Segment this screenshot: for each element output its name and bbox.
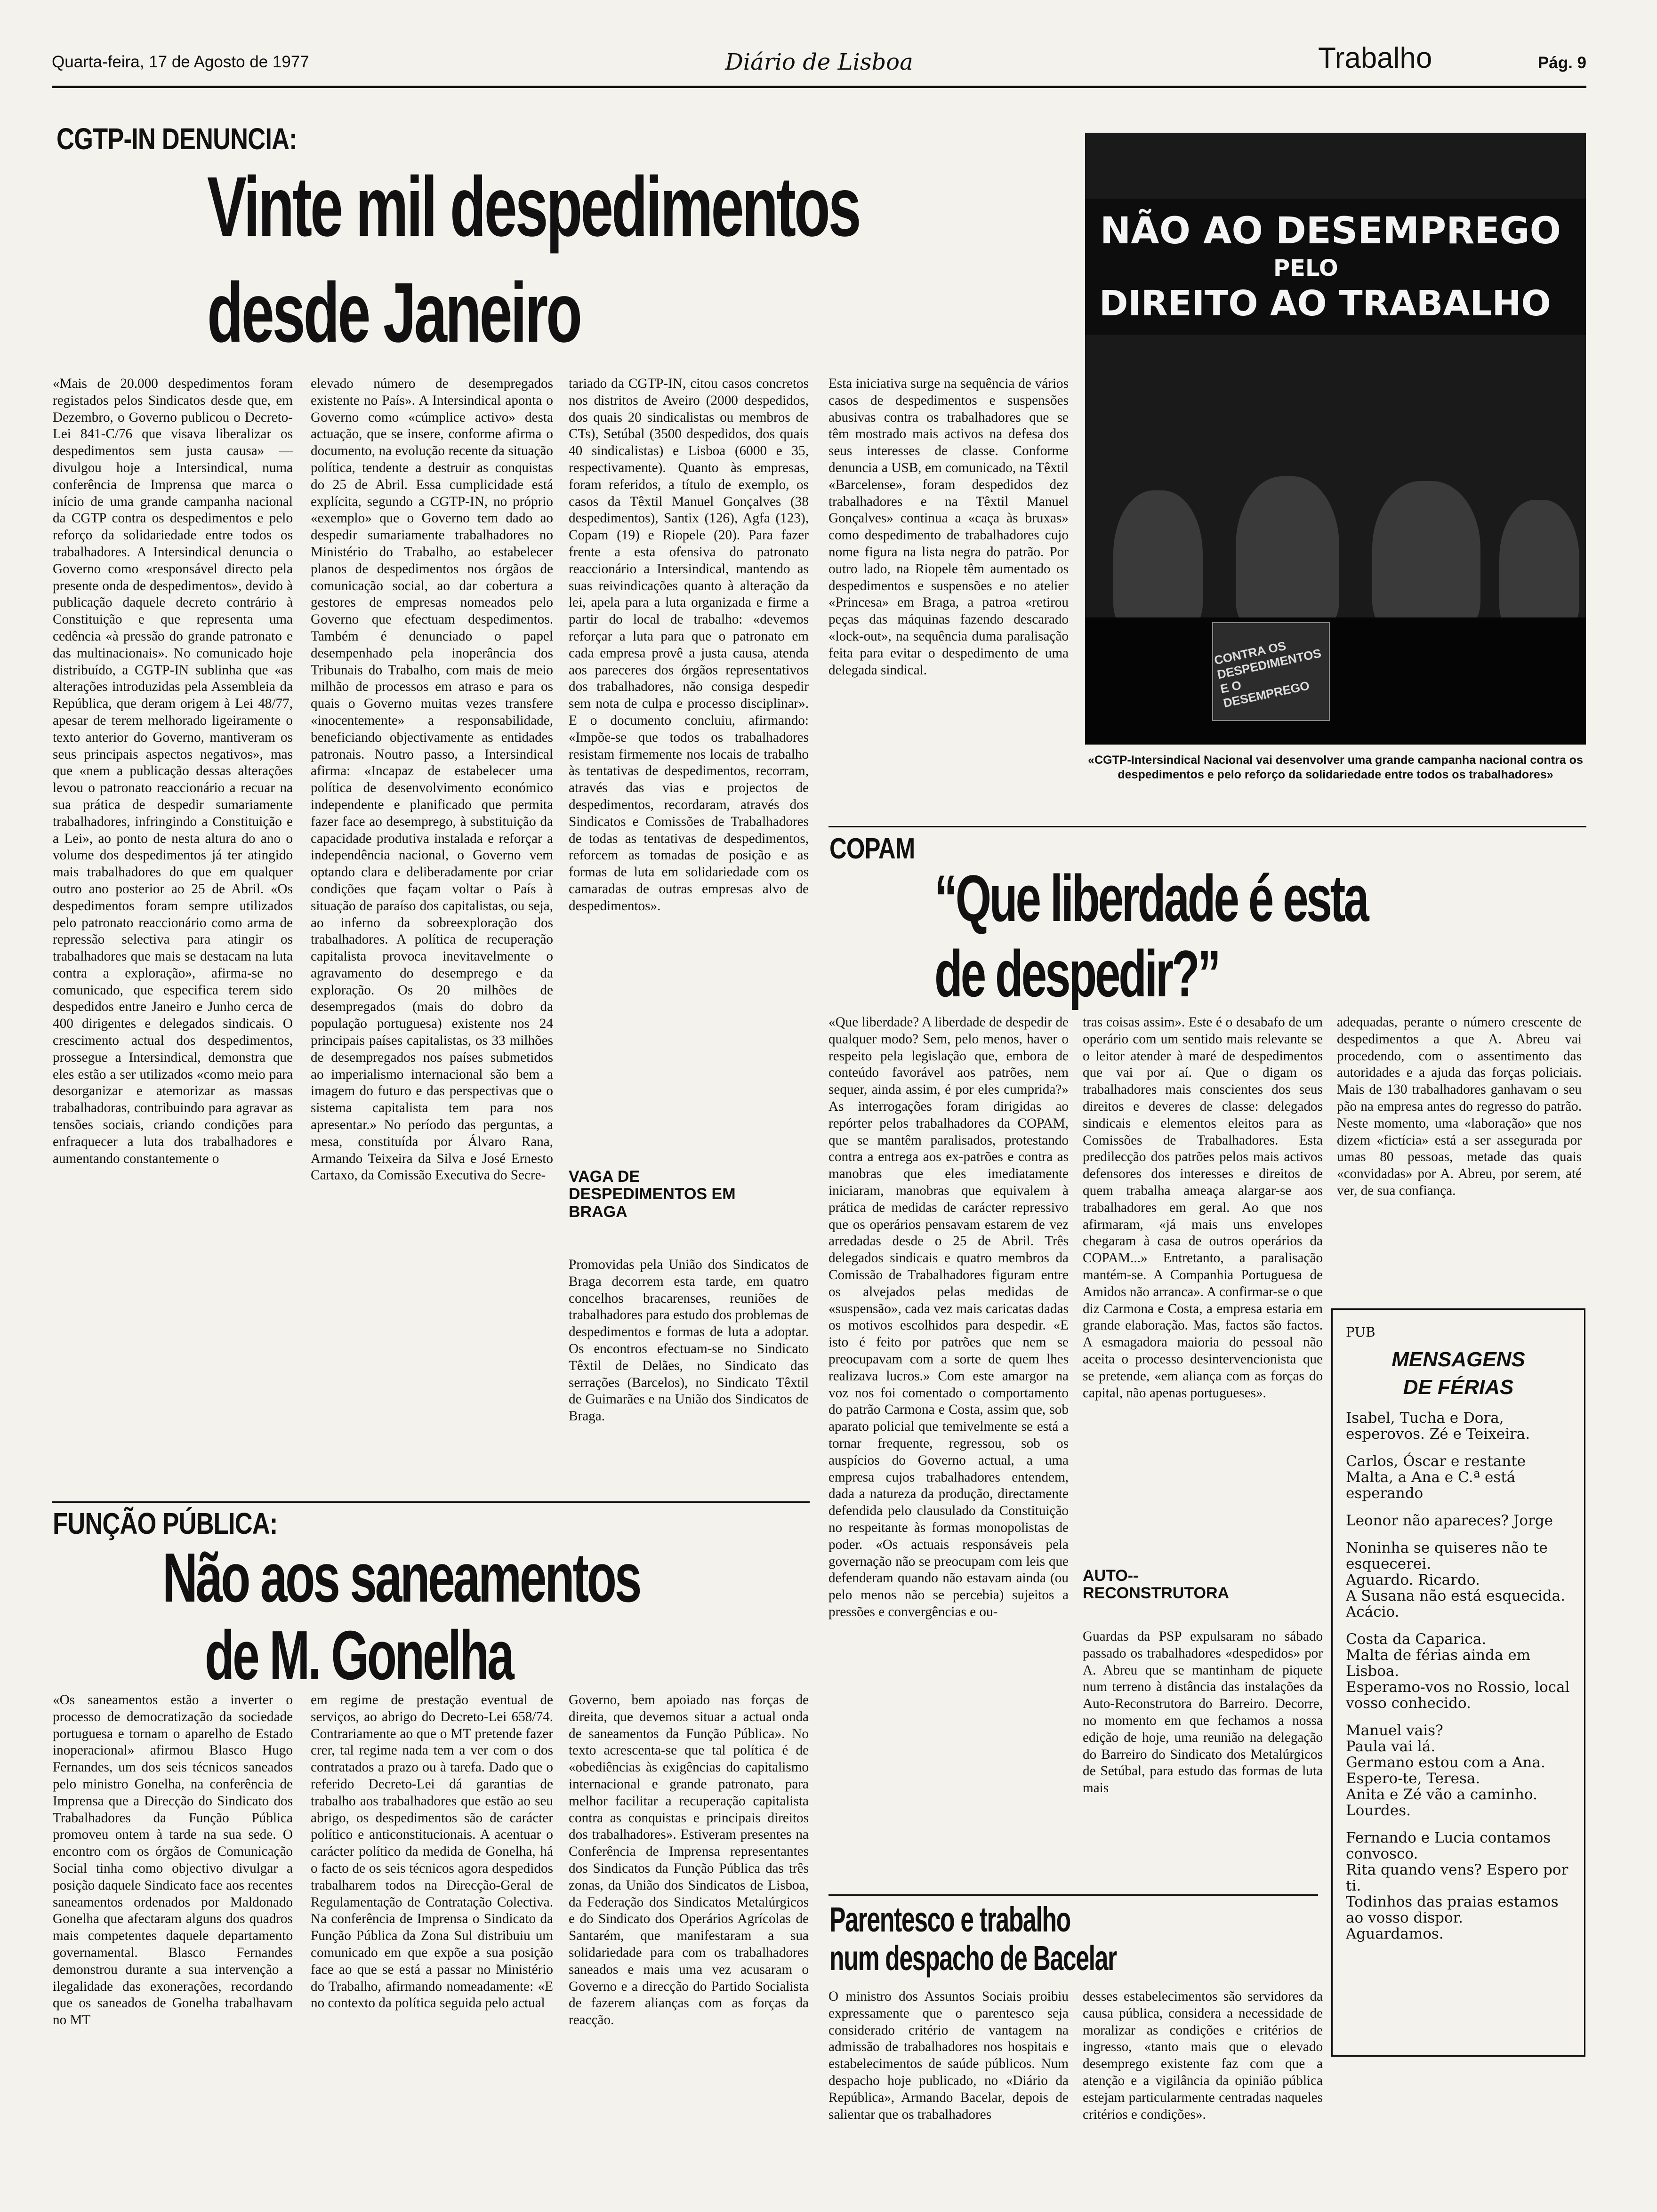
banner-line-2: PELO	[1273, 255, 1338, 281]
article4-column-1: O ministro dos Assuntos Sociais proibiu expressamente que o parentesco seja considerado critério de vantagem na admissão de trabalhadores nos hospitais e estabelecimentos de saúde públicos. Num despacho hoje publicado, no «Diário da República», Armando Bacelar, depois de salientar que os trabalhadores	[828, 1989, 1069, 2122]
pub-message-line: Aguardamos.	[1346, 1925, 1444, 1942]
pub-message	[1346, 1723, 1571, 1819]
pub-label: PUB	[1346, 1324, 1375, 1340]
article1-headline-line1: Vinte mil despedimentos	[207, 160, 860, 254]
article3-headline-line1: Não aos saneamentos	[162, 1539, 640, 1617]
article2-column-3: adequadas, perante o número crescente de despedimentos a que A. Abreu vai procedendo, com o assentimento das autoridades e a ajuda das forças policiais. Mais de 130 trabalhadores ganhavam o seu pão na empresa antes do regresso do patrão. Neste momento, uma «laboração» que nos dizem «fictícia» está a ser assegurada por umas 80 pessoas, metade das quais «convidadas» por A. Abreu, por serem, até ver, de sua confiança.	[1337, 1015, 1582, 1198]
article1-column-2: elevado número de desempregados existente no País». A Intersindical aponta o Governo como «cúmplice activo» desta actuação, que se insere, conforme afirma o documento, na evolução recente da situação política, tendente a destruir as conquistas do 25 de Abril. Essa cumplicidade está explícita, segundo a CGTP-IN, no próprio «exemplo» que o Governo tem dado ao despedir sumariamente trabalhadores no Ministério do Trabalho, ao estabelecer planos de despedimentos nos órgãos de comunicação social, ao dar cobertura a gestores de empresas nomeados pelo Governo que efectuam despedimentos. Também é denunciado o papel desempenhado pela inoperância dos Tribunais do Trabalho, com mais de meio milhão de processos em atraso e para os quais o Governo muitas vezes transfere «inocentemente» a responsabilidade, beneficiando objectivamente as entidades patronais. Noutro passo, a Intersindical afirma: «Incapaz de estabelecer uma política de desenvolvimento económico independente e planificado que permita fazer face ao desemprego, à substituição da capacidade produtiva instalada e reforçar a independência nacional, o Governo vem optando clara e deliberadamente por criar condições que façam voltar o País à situação de paraíso dos capitalistas, ou seja, ao inferno da sobreexploração dos trabalhadores. A política de recuperação capitalista provoca inevitavelmente o agravamento do desemprego e da exploração. Os 20 milhões de desempregados (mais do dobro da população portuguesa) existente nos 24 principais países capitalistas, os 33 milhões de desempregados nos países submetidos ao imperialismo internacional são bem a imagem do futuro e das perspectivas que o sistema capitalista tem para nos apresentar.» No período das perguntas, a mesa, constituída por Álvaro Rana, Armando Teixeira da Silva e José Ernesto Cartaxo, da Comissão Executiva do Secre-	[311, 376, 553, 1183]
issue-date: Quarta-feira, 17 de Agosto de 1977	[52, 53, 309, 71]
article4-headline-line1: Parentesco e trabalho	[829, 1900, 1070, 1939]
photo-banner	[1085, 199, 1586, 335]
pub-message-line: Costa da Caparica.	[1346, 1630, 1487, 1648]
masthead	[52, 42, 1586, 85]
auto-reconstrutora-text: Guardas da PSP expulsaram no sábado passado os trabalhadores «despedidos» por A. Abreu que se mantinham de piquete num terreno à distância das instalações da Auto-Reconstrutora do Barreiro. Decorre, no momento em que fechamos a nossa edição de hoje, uma reunião na delegação do Barreiro do Sindicato dos Metalúrgicos de Setúbal, para estudo das formas de luta mais	[1083, 1629, 1323, 1796]
pub-message-line: Paula vai lá.	[1346, 1738, 1436, 1755]
pub-message	[1346, 1631, 1571, 1711]
article2-headline-line2: de despedir?”	[934, 937, 1219, 1010]
pub-message-line: Fernando e Lucia contamos convosco.	[1346, 1829, 1551, 1862]
pub-message-line: Lourdes.	[1346, 1802, 1411, 1819]
pub-title	[1346, 1346, 1571, 1402]
pub-message-line: Rita quando vens? Espero por ti.	[1346, 1861, 1569, 1894]
pub-message	[1346, 1410, 1571, 1442]
masthead-rule	[52, 86, 1586, 88]
pub-message-line: Carlos, Óscar e restante Malta, a Ana e C.ª está esperando	[1346, 1452, 1526, 1502]
poster-text: CONTRA OS DESPEDIMENTOS E O DESEMPREGO	[1213, 638, 1323, 711]
article1-column-1: «Mais de 20.000 despedimentos foram registados pelos Sindicatos desde que, em Dezembro, o Governo publicou o Decreto-Lei 841-C/76 que visava liberalizar os despedimentos sem justa causa» — divulgou hoje a Intersindical, numa conferência de Imprensa que marca o início de uma grande campanha nacional da CGTP contra os despedimentos e pelo reforço da solidariedade entre todos os trabalhadores. A Intersindical denuncia o Governo como «responsável directo pela presente onda de despedimentos», devido à publicação daquele decreto contrário à Constituição e que representa uma cedência «à pressão do grande patronato e das multinacionais». No comunicado hoje distribuído, a CGTP-IN sublinha que «as alterações introduzidas pela Assembleia da República, que deram origem à Lei 48/77, apesar de terem melhorado ligeiramente o texto anterior do Governo, mantiveram os seus principais aspectos negativos», mas que «nem a publicação dessas alterações levou o patronato reaccionário a recuar na sua prática de despedir sumariamente trabalhadores, infringindo a Constituição e a Lei», ao ponto de nesta altura do ano o volume dos despedimentos já ter atingido mais trabalhadores do que em qualquer outro ano posterior ao 25 de Abril. «Os despedimentos foram sempre utilizados pelo patronato reaccionário como arma de repressão selectiva para atingir os trabalhadores que mais se destacam na luta contra a exploração», afirma-se no comunicado, que especifica terem sido despedidos entre Janeiro e Junho cerca de 400 dirigentes e delegados sindicais. O crescimento actual dos despedimentos, prossegue a Intersindical, demonstra que eles estão a ser utilizados «como meio para desorganizar e atemorizar as massas trabalhadoras, contribuindo para agravar as tensões sociais, criando condições para enfraquecer a luta dos trabalhadores e aumentando constantemente o	[53, 376, 293, 1166]
photo-table	[1085, 617, 1586, 745]
pub-message-line: Germano estou com a Ana.	[1346, 1754, 1545, 1771]
pub-message-line: A Susana não está esquecida. Acácio.	[1346, 1587, 1566, 1620]
article3-column-2: em regime de prestação eventual de serviços, ao abrigo do Decreto-Lei 658/74. Contrariamente ao que o MT pretende fazer crer, tal regime nada tem a ver com o dos contratados a prazo ou à tarefa. Dado que o referido Decreto-Lei dá garantias de trabalho aos trabalhadores que estão ao seu abrigo, os despedimentos são de carácter político e anticonstitucionais. A acentuar o carácter político da medida de Gonelha, há o facto de os seis técnicos agora despedidos trabalharem todos na Direcção-Geral de Regulamentação de Contratação Colectiva. Na conferência de Imprensa o Sindicato da Função Pública da Zona Sul distribuiu um comunicado em que expõe a sua posição face ao que se está a passar no Ministério do Trabalho, afirmando nomeadamente: «E no contexto da política seguida pelo actual	[311, 1692, 553, 2011]
article3-headline-line2: de M. Gonelha	[205, 1617, 513, 1694]
article1-column-4: Esta iniciativa surge na sequência de vários casos de despedimentos e suspensões abusivas contra os trabalhadores que se têm mostrado mais activos na defesa dos seus interesses de classe. Conforme denuncia a USB, em comunicado, na Têxtil «Barcelense», foram despedidos dez trabalhadores e na Têxtil Manuel Gonçalves» continua a «caça às bruxas» como despedimento de trabalhadores cujo nome figura na lista negra do patrão. Por outro lado, na Riopele têm aumentado os despedimentos e suspensões e no atelier «Princesa» em Braga, a patroa «retirou peças das máquinas fazendo descarado «lock-out», na sequência duma paralisação feita para evitar o despedimento de uma delegada sindical.	[828, 376, 1069, 678]
page-number: Pág. 9	[1537, 54, 1586, 72]
article4-headline-line2: num despacho de Bacelar	[829, 1939, 1117, 1978]
article2-headline-line1: “Que liberdade é esta	[934, 861, 1367, 935]
article2-column-2: tras coisas assim». Este é o desabafo de um operário com um sentido mais relevante se o leitor atender à maré de despedimentos que vai por aí. Que o digam os trabalhadores mais conscientes dos seus direitos e deveres de classe: delegados sindicais e elementos eleitos para as Comissões de Trabalhadores. Esta predilecção dos patrões pelos mais activos defensores dos interesses e direitos de quem trabalha ameaça alargar-se aos trabalhadores em geral. Ao que nos afirmaram, «já mais uns envelopes chegaram à casa de outros operários da COPAM...» Entretanto, a paralisação mantém-se. A Companhia Portuguesa de Amidos não arranca». A confirmar-se o que diz Carmona e Costa, a empresa estaria em grande elaboração. Mas, factos são factos. A esmagadora maioria do pessoal não aceita o processo desintervencionista que se pretende, «em aliança com as forças do capital, não apenas portugueses».	[1083, 1015, 1323, 1401]
article1-headline-line2: desde Janeiro	[207, 265, 580, 360]
banner-line-3: DIREITO AO TRABALHO	[1099, 283, 1551, 324]
pub-message-line: Aguardo. Ricardo.	[1346, 1571, 1480, 1588]
braga-text: Promovidas pela União dos Sindicatos de Braga decorrem esta tarde, em quatro concelhos bracarenses, reuniões de trabalhadores para estudo dos problemas de despedimentos e formas de luta a adoptar. Os encontros efectuam-se no Sindicato Têxtil de Delães, no Sindicato das serrações (Barcelos), no Sindicato Têxtil de Guimarães e na União dos Sindicatos de Braga.	[569, 1257, 809, 1424]
article1-column-3: tariado da CGTP-IN, citou casos concretos nos distritos de Aveiro (2000 despedidos, dos quais 20 sindicalistas ou membros de CTs), Setúbal (3500 despedidos, dos quais 40 sindicalistas) e Lisboa (6000 e 35, respectivamente). Quanto às empresas, foram referidos, a título de exemplo, os casos da Têxtil Manuel Gonçalves (38 despedimentos), Santix (126), Agfa (123), Copam (19) e Riopele (20). Para fazer frente a esta ofensiva do patronato reaccionário a Intersindical, mantendo as suas reivindicações quanto à alteração da lei, apela para a luta organizada e firme a partir do local de trabalho: «devemos reforçar a luta para que o patronato em cada empresa provê a justa causa, atenda aos pareceres dos órgãos representativos dos trabalhadores, não consiga despedir sem nota de culpa e processo disciplinar». E o documento concluiu, afirmando: «Impõe-se que todos os trabalhadores resistam firmemente nos locais de trabalho às tentativas de despedimentos, recorram, através das vias e projectos de despedimentos, recordaram, através dos Sindicatos e Comissões de Trabalhadores de todas as tentativas de despedimentos, reforcem as tomadas de posição e as formas de luta em solidariedade com os camaradas de outras empresas alvo de despedimentos».	[569, 376, 809, 914]
photo-person-2	[1236, 476, 1339, 632]
pub-message-line: Noninha se quiseres não te esquecerei.	[1346, 1539, 1548, 1572]
copam-rule	[828, 826, 1586, 827]
pub-message-line: Anita e Zé vão a caminho.	[1346, 1786, 1537, 1803]
article1-kicker: CGTP-IN DENUNCIA:	[56, 122, 297, 156]
pub-message-line: Esperamo-vos no Rossio, local vosso conhecido.	[1346, 1678, 1570, 1712]
photo-person-1	[1113, 490, 1203, 632]
pub-title-line-1: MENSAGENS	[1392, 1348, 1525, 1371]
parentesco-rule	[828, 1894, 1318, 1896]
photo-person-4	[1499, 500, 1579, 632]
pub-message	[1346, 1453, 1571, 1501]
pub-message-line: Manuel vais?	[1346, 1722, 1443, 1739]
pub-message	[1346, 1830, 1571, 1942]
classified-messages-box	[1331, 1308, 1585, 2057]
pub-message-line: Todinhos das praias estamos ao vosso dispor.	[1346, 1893, 1559, 1926]
photo-poster	[1212, 622, 1330, 721]
article3-column-1: «Os saneamentos estão a inverter o processo de democratização da sociedade portuguesa e tornam o aparelho de Estado inoperacional» afirmou Blasco Hugo Fernandes, um dos seis técnicos saneados pelo ministro Gonelha, na conferência de Imprensa que a Direcção do Sindicato dos Trabalhadores da Função Pública promoveu ontem à tarde na sua sede. O encontro com os órgãos de Comunicação Social tinha como objectivo divulgar a posição daquele Sindicato face aos recentes saneamentos ordenados por Maldonado Gonelha que afectaram alguns dos quadros mais competentes daquele departamento governamental. Blasco Fernandes demonstrou durante a sua intervenção a ilegalidade das exonerações, recordando que os saneados de Gonelha trabalhavam no MT	[53, 1692, 293, 2028]
pub-message	[1346, 1513, 1571, 1529]
article2-kicker: COPAM	[829, 833, 915, 865]
pub-message-line: Isabel, Tucha e Dora, esperovos. Zé e Teixeira.	[1346, 1409, 1530, 1443]
section-name: Trabalho	[1318, 42, 1432, 74]
pub-message-line: Leonor não apareces? Jorge	[1346, 1512, 1553, 1529]
article2-column-1: «Que liberdade? A liberdade de despedir de qualquer modo? Sem, pelo menos, haver o respeito pela legislação que, embora de conteúdo favorável aos patrões, nem sequer, ainda assim, é por eles cumprida?» As interrogações foram dirigidas ao repórter pelos trabalhadores da COPAM, que se mantêm paralisados, protestando contra a entrega aos ex-patrões e contra as manobras que eles imediatamente iniciaram, manobras que equivalem à prática de medidas de carácter repressivo que os operários pensavam estarem de vez arredadas desde o 25 de Abril. Três delegados sindicais e quatro membros da Comissão de Trabalhadores figuram entre os alvejados pelas medidas de «suspensão», cada vez mais caricatas dadas os motivos escolhidos para despedir. «E isto é feito por patrões que nem se preocupavam com a sorte de quem lhes realizava lucros.» Com este amargor na voz nos foi comentado o comportamento do patrão Carmona e Costa, assim que, sob aparato policial que temivelmente se está a tornar frequente, regressou, sob os auspícios do Governo actual, a uma empresa cujos trabalhadores entendem, dada a natureza da produção, directamente defendida pelo clausulado da Constituição no respeitante às formas monopolistas de poder. «Os actuais responsáveis pela governação não se preocupam com leis que defenderam quando não estavam ainda (ou pelo menos não se percebia) sujeitos a pressões e convergências e ou-	[828, 1015, 1069, 1619]
article3-column-3: Governo, bem apoiado nas forças de direita, que devemos situar a actual onda de saneamentos da Função Pública». No texto acrescenta-se que tal política é de «obediências às exigências do capitalismo internacional e grande patronato, para melhor facilitar a recuperação capitalista contra as conquistas e principais direitos dos trabalhadores». Estiveram presentes na Conferência de Imprensa representantes dos Sindicatos da Função Pública das três zonas, da União dos Sindicatos de Lisboa, da Federação dos Sindicatos Metalúrgicos e do Sindicato dos Operários Agrícolas de Santarém, que manifestaram a sua solidariedade para com os trabalhadores saneados e mais uma vez acusaram o Governo e a direcção do Partido Socialista de fazerem alianças com as forças da reacção.	[569, 1692, 809, 2028]
pub-title-line-2: DE FÉRIAS	[1403, 1376, 1514, 1399]
pub-message	[1346, 1540, 1571, 1620]
photo-person-3	[1372, 481, 1480, 632]
pub-message-line: Espero-te, Teresa.	[1346, 1770, 1480, 1787]
article4-column-2: desses estabelecimentos são servidores da causa pública, considera a necessidade de moralizar as condições e critérios de ingresso, «tanto mais que o elevado desemprego existente faz com que a atenção e a vigilância da opinião pública estejam particularmente centradas naqueles critérios e condições».	[1083, 1989, 1323, 2122]
newspaper-name: Diário de Lisboa	[725, 49, 913, 75]
article3-kicker: FUNÇÃO PÚBLICA:	[53, 1507, 278, 1540]
photo-caption: «CGTP-Intersindical Nacional vai desenvolver uma grande campanha nacional contra os despedimentos e pelo reforço da solidariedade entre todos os trabalhadores»	[1088, 753, 1583, 781]
braga-subhead: VAGA DE DESPEDIMENTOS EM BRAGA	[569, 1168, 736, 1221]
auto-reconstrutora-subhead: AUTO--RECONSTRUTORA	[1083, 1567, 1230, 1603]
banner-line-1: NÃO AO DESEMPREGO	[1100, 210, 1561, 252]
pub-message-line: Malta de férias ainda em Lisboa.	[1346, 1646, 1531, 1680]
press-conference-photo	[1085, 133, 1586, 745]
funcao-publica-rule	[52, 1501, 810, 1503]
